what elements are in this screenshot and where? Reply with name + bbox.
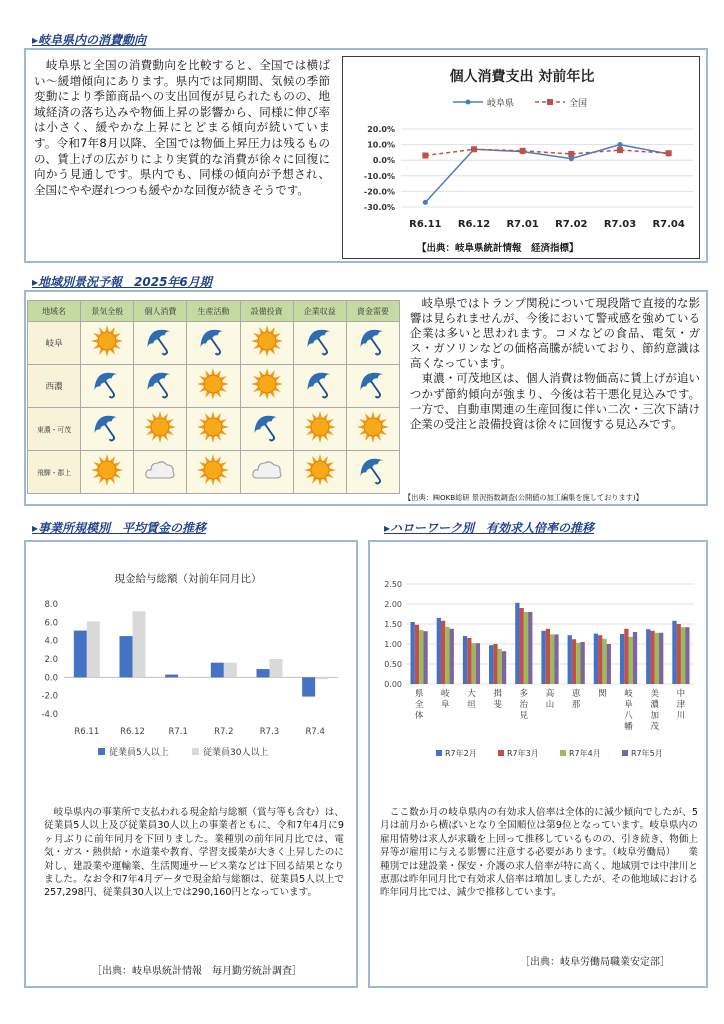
bar: [568, 635, 572, 684]
forecast-cell: [346, 322, 399, 365]
x-tick-label: R7.2: [214, 727, 234, 737]
forecast-cell: [187, 451, 240, 494]
cloud-icon: [143, 453, 177, 487]
bar: [681, 627, 685, 684]
y-tick-label: -10.0%: [363, 171, 395, 181]
forecast-row: [28, 451, 400, 494]
x-tick-label: R6.12: [120, 727, 145, 737]
x-tick-label: 大垣: [467, 689, 476, 710]
sun-icon: [90, 453, 124, 487]
bar: [498, 649, 502, 684]
hellowork-source: ［出典：岐阜労働局職業安定部］: [520, 957, 670, 968]
bar: [598, 635, 602, 684]
legend-label: R7年5月: [631, 749, 663, 758]
y-tick-label: 8.0: [44, 600, 58, 610]
forecast-section-title: ▸地域別景況予報 2025年6月期: [32, 275, 212, 289]
y-tick-label: 0.50: [384, 660, 402, 669]
forecast-cell: [293, 365, 346, 408]
y-tick-label: 20.0%: [367, 125, 395, 134]
y-tick-label: -30.0%: [363, 203, 395, 212]
x-tick-label: R7.03: [603, 219, 637, 230]
y-tick-label: 2.0: [44, 655, 58, 665]
forecast-body: 岐阜県ではトランプ関税について現段階で直接的な影響は見られませんが、今後において警戒感を強めている企業は多いと思われます。コメなどの食品、電気・ガス・ガソリンなどの価格高騰が続いており、節約意識は高くなっています。 東濃・可茂地区は、個人消費は物価高に賃上げが追いつかず節約傾向が強まり、今後は若干悪化見込みです。一方で、自動車関連の生産回復に伴い二次・三次下請け企業の受注と設備投資は徐々に回復する見込みです。: [410, 296, 700, 431]
forecast-row: [28, 322, 400, 365]
forecast-cell: [293, 408, 346, 451]
legend-label: 全国: [569, 99, 588, 109]
sun-icon: [143, 410, 177, 444]
sun-icon: [196, 453, 230, 487]
forecast-header-row: [28, 301, 400, 322]
legend-swatch: [498, 750, 504, 756]
forecast-cell: [346, 451, 399, 494]
legend-label: R7年2月: [445, 749, 477, 758]
sun-icon: [356, 410, 390, 444]
x-tick-label: R6.11: [74, 727, 100, 737]
forecast-region-label: 飛騨・郡上: [28, 451, 81, 494]
bar: [120, 636, 133, 677]
data-point: [422, 153, 428, 159]
bar: [419, 630, 423, 684]
legend-label: 従業員5人以上: [109, 748, 169, 758]
forecast-cell: [293, 451, 346, 494]
bar: [415, 625, 419, 684]
umbrella-icon: [90, 410, 124, 444]
x-tick-label: 中津川: [676, 689, 686, 721]
bar: [74, 631, 87, 678]
forecast-header-cell: 景気全般: [81, 301, 134, 322]
bar: [659, 633, 663, 684]
y-tick-label: 4.0: [44, 636, 58, 647]
forecast-cell: [187, 365, 240, 408]
forecast-table-body: [28, 322, 400, 494]
x-tick-label: 県全体: [414, 689, 424, 721]
forecast-source: 【出典：㈱OKB総研 景況指数調査(公開値の加工編集を施しております)】: [404, 493, 643, 502]
x-tick-label: R6.11: [409, 219, 442, 230]
x-tick-label: R7.3: [259, 727, 280, 737]
bar: [550, 634, 554, 684]
bar: [677, 624, 681, 684]
y-tick-label: 2.50: [384, 580, 402, 589]
legend-swatch: [560, 750, 566, 756]
sun-icon: [250, 324, 284, 358]
y-tick-label: -20.0%: [363, 187, 395, 197]
forecast-cell: [81, 451, 134, 494]
bar: [476, 643, 480, 684]
umbrella-icon: [303, 367, 337, 401]
x-tick-label: 美濃加茂: [650, 689, 659, 732]
bar: [602, 639, 606, 684]
bar: [580, 642, 584, 684]
bar: [629, 637, 633, 684]
bar: [445, 627, 449, 684]
y-tick-label: -2.0: [41, 691, 58, 702]
forecast-header-cell: 資金需要: [346, 301, 399, 322]
forecast-cell: [240, 365, 293, 408]
wages-bar-chart: [28, 568, 354, 768]
data-point: [471, 146, 477, 152]
forecast-row: [28, 365, 400, 408]
bar: [423, 631, 427, 684]
bar: [211, 663, 224, 678]
bar: [607, 644, 611, 684]
sun-icon: [196, 410, 230, 444]
bar: [471, 643, 475, 684]
umbrella-icon: [356, 324, 390, 358]
wages-section-title: ▸事業所規模別 平均賃金の推移: [32, 521, 207, 535]
y-tick-label: 10.0%: [367, 140, 395, 150]
forecast-header-cell: 企業収益: [293, 301, 346, 322]
x-tick-label: R7.1: [168, 727, 188, 737]
chart-title: 現金給与総額（対前年同月比）: [114, 573, 262, 585]
bar: [87, 621, 100, 677]
bar: [620, 634, 624, 684]
consumption-body: 岐阜県と全国の消費動向を比較すると、全国では横ばい～緩増傾向にあります。県内では同期間、気候の季節変動により季節商品への支出回復が見られたものの、地域経済の落ち込みや物価上昇の影響から、同様に伸び率は小さく、緩やかな上昇にとどまる傾向が続いています。令和7年8月以降、全国では物価上昇圧力は残るものの、賃上げの広がりにより実質的な消費が徐々に回復に向かう見通しです。県内でも、同様の傾向が予想され、全国にやや遅れつつも緩やかな回復が続きそうです。: [34, 58, 330, 197]
bar: [650, 631, 654, 684]
legend-marker: [466, 100, 471, 105]
forecast-cell: [134, 408, 187, 451]
bar: [502, 651, 506, 684]
consumption-section-title: ▸岐阜県内の消費動向: [32, 33, 147, 47]
bar: [528, 612, 532, 684]
forecast-header-cell: 設備投資: [240, 301, 293, 322]
forecast-cell: [187, 322, 240, 365]
forecast-cell: [81, 408, 134, 451]
bar: [515, 603, 519, 684]
y-tick-label: 0.00: [384, 680, 402, 689]
bar: [672, 621, 676, 684]
forecast-cell: [134, 365, 187, 408]
bar: [554, 634, 558, 684]
data-point: [617, 147, 623, 153]
bar: [441, 621, 445, 684]
bar: [576, 643, 580, 684]
bar: [572, 639, 576, 684]
legend-swatch: [622, 750, 628, 756]
x-tick-label: R7.02: [555, 219, 588, 230]
hellowork-body: ここ数か月の岐阜県内の有効求人倍率は全体的に減少傾向でしたが、5月は前月から横ばいとなり全国順位は第9位となっています。岐阜県内の雇用情勢は求人が求職を上回って推移しているものの、引き続き、物価上昇等が雇用に与える影響に注意する必要があります。（岐阜労働局） 業種別では建設業・保安・介護の求人倍率が特に高く、地域別では中津川と恵那は昨年同月比で有効求人倍率は増加しましたが、その他地域における昨年同月比では、減少で推移しています。: [380, 807, 698, 899]
forecast-cell: [240, 451, 293, 494]
series-line: [425, 145, 668, 203]
forecast-row: [28, 408, 400, 451]
bar: [437, 618, 441, 684]
chart-title: 個人消費支出 対前年比: [449, 69, 595, 85]
bar: [655, 633, 659, 684]
x-tick-label: 高山: [545, 689, 555, 710]
forecast-cell: [240, 408, 293, 451]
bar: [493, 644, 497, 684]
sun-icon: [303, 453, 337, 487]
x-tick-label: 岐阜八幡: [624, 689, 633, 732]
umbrella-icon: [90, 367, 124, 401]
legend-swatch: [436, 750, 442, 756]
x-tick-label: 岐阜: [441, 689, 450, 710]
x-tick-label: R6.12: [457, 219, 491, 230]
umbrella-icon: [196, 324, 230, 358]
forecast-cell: [293, 322, 346, 365]
bar: [594, 634, 598, 684]
x-tick-label: R7.04: [652, 219, 685, 230]
bar: [450, 629, 454, 684]
x-tick-label: 多治見: [519, 689, 529, 721]
sun-icon: [250, 367, 284, 401]
umbrella-icon: [143, 367, 177, 401]
consumption-chart-frame: [342, 56, 700, 259]
data-point: [568, 151, 574, 157]
forecast-header-cell: 個人消費: [134, 301, 187, 322]
forecast-region-label: 東濃・可茂: [28, 408, 81, 451]
umbrella-icon: [303, 324, 337, 358]
umbrella-icon: [250, 410, 284, 444]
legend-label: R7年4月: [569, 749, 601, 758]
forecast-region-label: 西濃: [28, 365, 81, 408]
x-tick-label: 揖斐: [493, 689, 502, 710]
wages-source: ［出典：岐阜県統計情報 毎月勤労統計調査］: [92, 966, 302, 977]
bar: [315, 677, 328, 679]
bar: [410, 622, 414, 684]
sun-icon: [303, 410, 337, 444]
forecast-region-label: 岐阜: [28, 322, 81, 365]
hellowork-bar-chart: [372, 570, 704, 770]
data-point: [520, 148, 526, 154]
data-point: [423, 200, 428, 205]
y-tick-label: 1.50: [384, 620, 402, 629]
forecast-header-cell: 生産活動: [187, 301, 240, 322]
legend-label: 岐阜県: [487, 99, 515, 109]
bar: [541, 631, 545, 684]
forecast-cell: [81, 365, 134, 408]
x-tick-label: 恵那: [571, 689, 581, 710]
umbrella-icon: [356, 367, 390, 401]
legend-label: R7年3月: [507, 749, 539, 758]
bar: [624, 629, 628, 684]
bar: [257, 669, 270, 677]
consumption-line-chart: [343, 57, 701, 237]
y-tick-label: -4.0: [41, 710, 58, 720]
data-point: [617, 142, 622, 147]
bar: [270, 659, 283, 677]
legend-swatch: [98, 748, 105, 755]
bar: [224, 663, 237, 678]
bar: [165, 675, 178, 678]
y-tick-label: 1.00: [384, 640, 402, 649]
umbrella-icon: [356, 453, 390, 487]
bar: [489, 645, 493, 684]
forecast-cell: [81, 322, 134, 365]
bar: [520, 608, 524, 684]
y-tick-label: 0.0%: [372, 156, 395, 166]
bar: [633, 632, 637, 684]
y-tick-label: 6.0: [44, 618, 58, 629]
sun-icon: [196, 367, 230, 401]
forecast-cell: [134, 322, 187, 365]
forecast-cell: [240, 322, 293, 365]
bar: [685, 627, 689, 684]
legend-swatch: [192, 748, 199, 755]
forecast-cell: [346, 365, 399, 408]
y-tick-label: 2.00: [384, 600, 402, 609]
bar: [467, 638, 471, 684]
bar: [524, 612, 528, 684]
x-tick-label: R7.01: [506, 219, 539, 230]
x-tick-label: 関: [598, 689, 607, 699]
bar: [546, 629, 550, 684]
forecast-cell: [346, 408, 399, 451]
sun-icon: [90, 324, 124, 358]
bar: [302, 677, 315, 696]
cloud-icon: [250, 453, 284, 487]
x-tick-label: R7.4: [305, 727, 325, 737]
bar: [463, 636, 467, 684]
umbrella-icon: [143, 324, 177, 358]
bar: [133, 611, 146, 677]
consumption-source: 【出典：岐阜県統計情報 経済指標】: [417, 243, 579, 254]
forecast-cell: [134, 451, 187, 494]
wages-body: 岐阜県内の事業所で支払われる現金給与総額（賞与等も含む）は、従業員5人以上及び従業員30人以上の事業者ともに、令和7年4月に9ヶ月ぶりに前年同月を下回りました。業種別の前年同月比では、電気・ガス・熱供給・水道業や教育、学習支援業が大きく上昇したのに対し、建設業や運輸業、生活関連サービス業などは下回る結果となりました。なお令和7年4月データで現金給与総額は、従業員5人以上で257,298円、従業員30人以上では290,160円となっています。: [44, 807, 344, 899]
bar: [646, 629, 650, 684]
y-tick-label: 0.0: [44, 673, 58, 684]
data-point: [666, 150, 672, 156]
forecast-table: [27, 300, 400, 494]
legend-marker: [547, 99, 553, 105]
bar: [178, 677, 191, 678]
legend-label: 従業員30人以上: [203, 748, 269, 758]
hellowork-section-title: ▸ハローワーク別 有効求人倍率の推移: [384, 521, 595, 535]
forecast-cell: [187, 408, 240, 451]
forecast-header-cell: 地域名: [28, 301, 81, 322]
